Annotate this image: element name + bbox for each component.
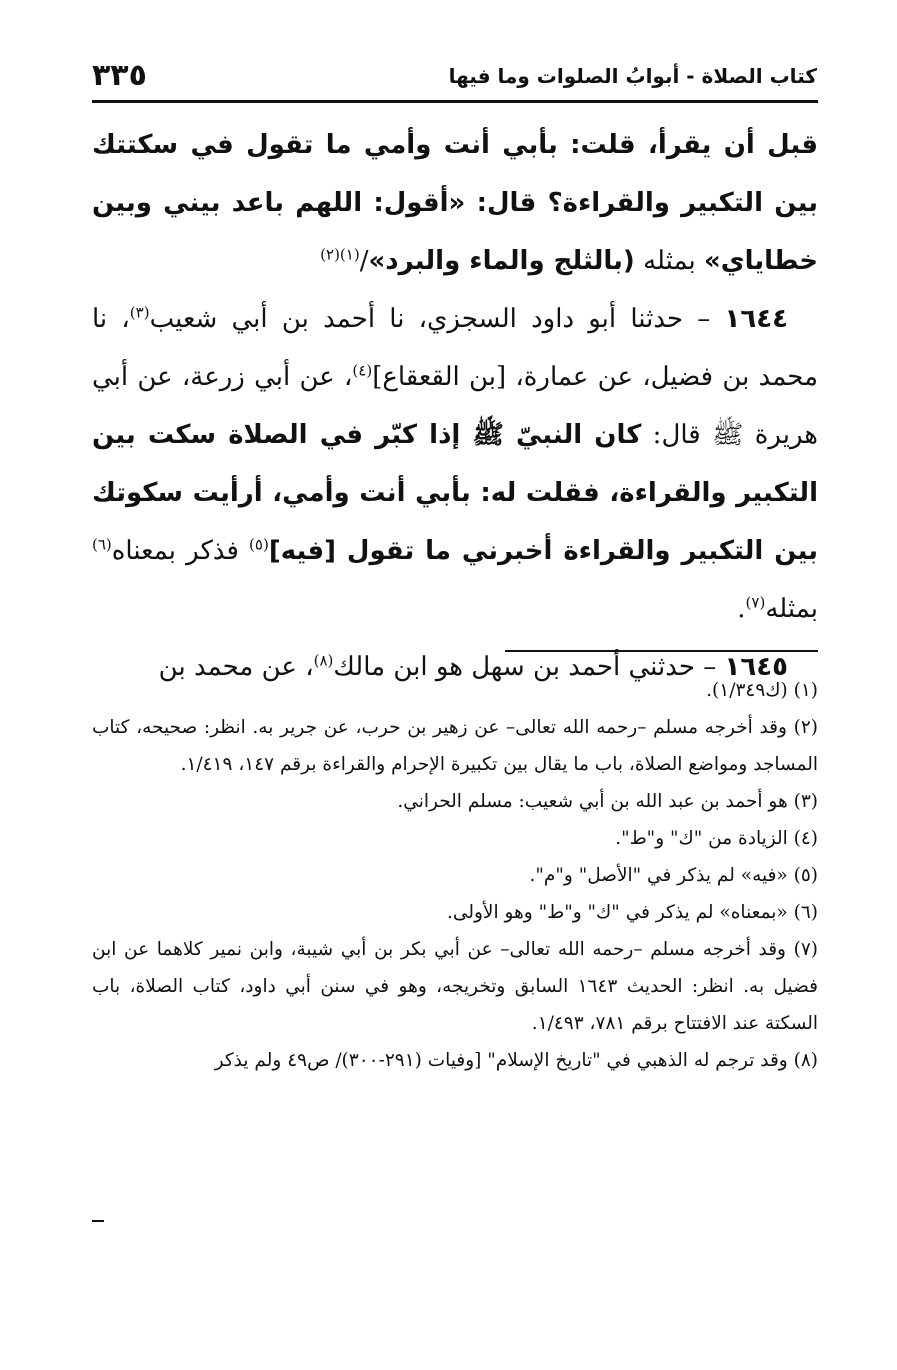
bold-text: كان النبيّ ﷺ إذا كبّر في الصلاة سكت بين التكبير والقراءة، فقلت له: بأبي أنت وأمي، أرأيت سكوتك بين التكبير والقراءة أخبرني ما تقول [فيه] (92, 420, 818, 566)
footnote-ref: (٨) (313, 651, 334, 670)
footnote-ref: (٤) (352, 361, 373, 380)
footnote-3: (٣) هو أحمد بن عبد الله بن أبي شعيب: مسلم الحراني. (397, 791, 818, 812)
bold-text: قبل أن يقرأ، قلت: بأبي أنت وأمي ما تقول في سكتتك بين التكبير والقراءة؟ قال: «أقول: اللهم باعد بيني وبين خطاياي» (92, 130, 818, 276)
footnote-4: (٤) الزيادة من "ك" و"ط". (615, 828, 818, 849)
footnote-7: (٧) وقد أخرجه مسلم –رحمه الله تعالى– عن أبي بكر بن أبي شيبة، وابن نمير كلاهما عن ابن فضيل به. انظر: الحديث ١٦٤٣ السابق وتخريجه، وهو في سنن أبي داود، كتاب الصلاة، باب السكتة عند الافتتاح برقم ٧٨١، ١/٤٩٣. (92, 939, 818, 1034)
plain-text: – حدثنا أبو داود السجزي، نا أحمد بن أبي شعيب (149, 304, 725, 334)
running-header (92, 58, 817, 98)
footnotes (92, 672, 818, 1079)
header-title: كتاب الصلاة - أبوابُ الصلوات وما فيها (448, 64, 817, 88)
footnote-5: (٥) «فيه» لم يذكر في "الأصل" و"م". (529, 865, 818, 886)
footnote-ref: (٥) (249, 535, 269, 554)
plain-text: ، عن محمد بن (158, 652, 314, 682)
hadith-number: ١٦٤٤ (724, 304, 788, 334)
page-number: ٣٣٥ (92, 58, 147, 93)
main-text (92, 116, 818, 696)
hadith-number: ١٦٤٥ (724, 652, 788, 682)
footnote-ref: (١)(٢) (320, 245, 360, 264)
paragraph-continuation (92, 116, 818, 290)
footnote-2: (٢) وقد أخرجه مسلم –رحمه الله تعالى– عن زهير بن حرب، عن جرير به. انظر: صحيحه، كتاب المساجد ومواضع الصلاة، باب ما يقال بين تكبيرة الإحرام والقراءة برقم ١٤٧، ١/٤١٩. (92, 717, 818, 775)
bold-text: (بالثلج والماء والبرد» (368, 246, 635, 276)
footnote-ref: (٣) (129, 303, 150, 322)
footnote-6: (٦) «بمعناه» لم يذكر في "ك" و"ط" وهو الأولى. (447, 902, 818, 923)
footnote-ref: (٦) (92, 535, 112, 554)
plain-text: / (359, 246, 369, 276)
footnote-1: (١) (ك١/٣٤٩). (706, 680, 818, 701)
plain-text: بمثله (765, 594, 818, 624)
plain-text: ، نا محمد بن فضيل، عن عمارة، [بن القعقاع] (92, 304, 819, 392)
header-divider (92, 100, 818, 103)
footnote-ref: (٧) (745, 593, 766, 612)
plain-text: ، عن أبي زرعة، عن أبي هريرة ﷺ قال: (92, 362, 819, 450)
footnote-divider (505, 650, 818, 652)
footnote-8: (٨) وقد ترجم له الذهبي في "تاريخ الإسلام" [وفيات (٢٩١-٣٠٠)/ ص٤٩ ولم يذكر (214, 1050, 818, 1071)
continuation-mark (92, 1220, 104, 1222)
plain-text: – حدثني أحمد بن سهل هو ابن مالك (333, 652, 725, 682)
plain-text: فذكر بمعناه (111, 536, 250, 566)
plain-text: بمثله (634, 246, 705, 276)
plain-text: . (737, 594, 746, 624)
hadith-paragraph-1644 (92, 290, 818, 638)
